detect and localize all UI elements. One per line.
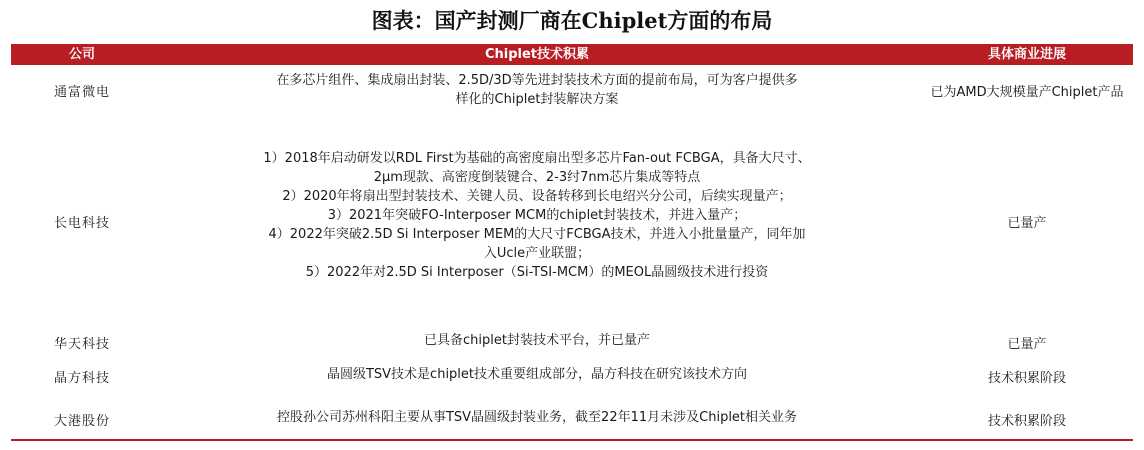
company-cell: 通富微电 (53, 85, 110, 100)
progress-cell: 技术积累阶段 (987, 371, 1066, 386)
tech-line: 5）2022年对2.5D Si Interposer（Si-TSI-MCM）的MEOL晶圆级技术进行投资 (305, 265, 769, 280)
company-cell: 长电科技 (53, 216, 110, 231)
tech-line: 2μm现款、高密度倒装键合、2-3纣7nm芯片集成等特点 (373, 170, 701, 185)
header-tech: Chiplet技术积累 (484, 47, 590, 62)
tech-line: 样化的Chiplet封装解决方案 (455, 92, 619, 107)
tech-cell (153, 71, 921, 109)
tech-line: 1）2018年启动研发以RDL First为基础的高密度扇出型多芯片Fan-out FCBGA，具备大尺寸、 (263, 151, 811, 166)
tech-cell (153, 365, 921, 384)
table-row (11, 149, 1133, 289)
tech-line: 在多芯片组件、集成扇出封装、2.5D/3D等先进封装技术方面的提前布局，可为客户提供多 (276, 73, 798, 88)
tech-line: 4）2022年突破2.5D Si Interposer MEM的大尺寸FCBGA技术，并进入小批量量产，同年加 (268, 227, 806, 242)
progress-cell: 已量产 (1007, 216, 1047, 231)
tech-line: 2）2020年将扇出型封装技术、关键人员、设备转移到长电绍兴分公司，后续实现量产； (282, 189, 792, 204)
bottom-rule (11, 439, 1133, 441)
table-row (11, 365, 1133, 387)
tech-line: 已具备chiplet封装技术平台，并已量产 (424, 333, 650, 348)
tech-line: 3）2021年突破FO-Interposer MCM的chiplet封装技术，并进入量产； (327, 208, 747, 223)
company-cell: 晶方科技 (53, 371, 110, 386)
page-title: 图表：国产封测厂商在Chiplet方面的布局 (371, 8, 773, 33)
company-cell: 大港股份 (53, 414, 110, 429)
progress-cell: 已量产 (1007, 337, 1047, 352)
header-progress: 具体商业进展 (987, 47, 1066, 62)
table-row (11, 71, 1133, 115)
table-row (11, 331, 1133, 353)
tech-line: 控股孙公司苏州科阳主要从事TSV晶圆级封装业务，截至22年11月未涉及Chiplet相关业务 (276, 410, 798, 425)
header-company: 公司 (68, 47, 95, 62)
company-cell: 华天科技 (53, 337, 110, 352)
tech-cell (153, 331, 921, 350)
table-row (11, 408, 1133, 430)
progress-cell: 技术积累阶段 (987, 414, 1066, 429)
tech-cell (153, 149, 921, 282)
tech-cell (153, 408, 921, 427)
tech-line: 入Ucle产业联盟； (483, 246, 591, 261)
tech-line: 晶圆级TSV技术是chiplet技术重要组成部分，晶方科技在研究该技术方向 (326, 367, 748, 382)
progress-cell: 已为AMD大规模量产Chiplet产品 (930, 85, 1124, 100)
table-header (11, 44, 1133, 65)
